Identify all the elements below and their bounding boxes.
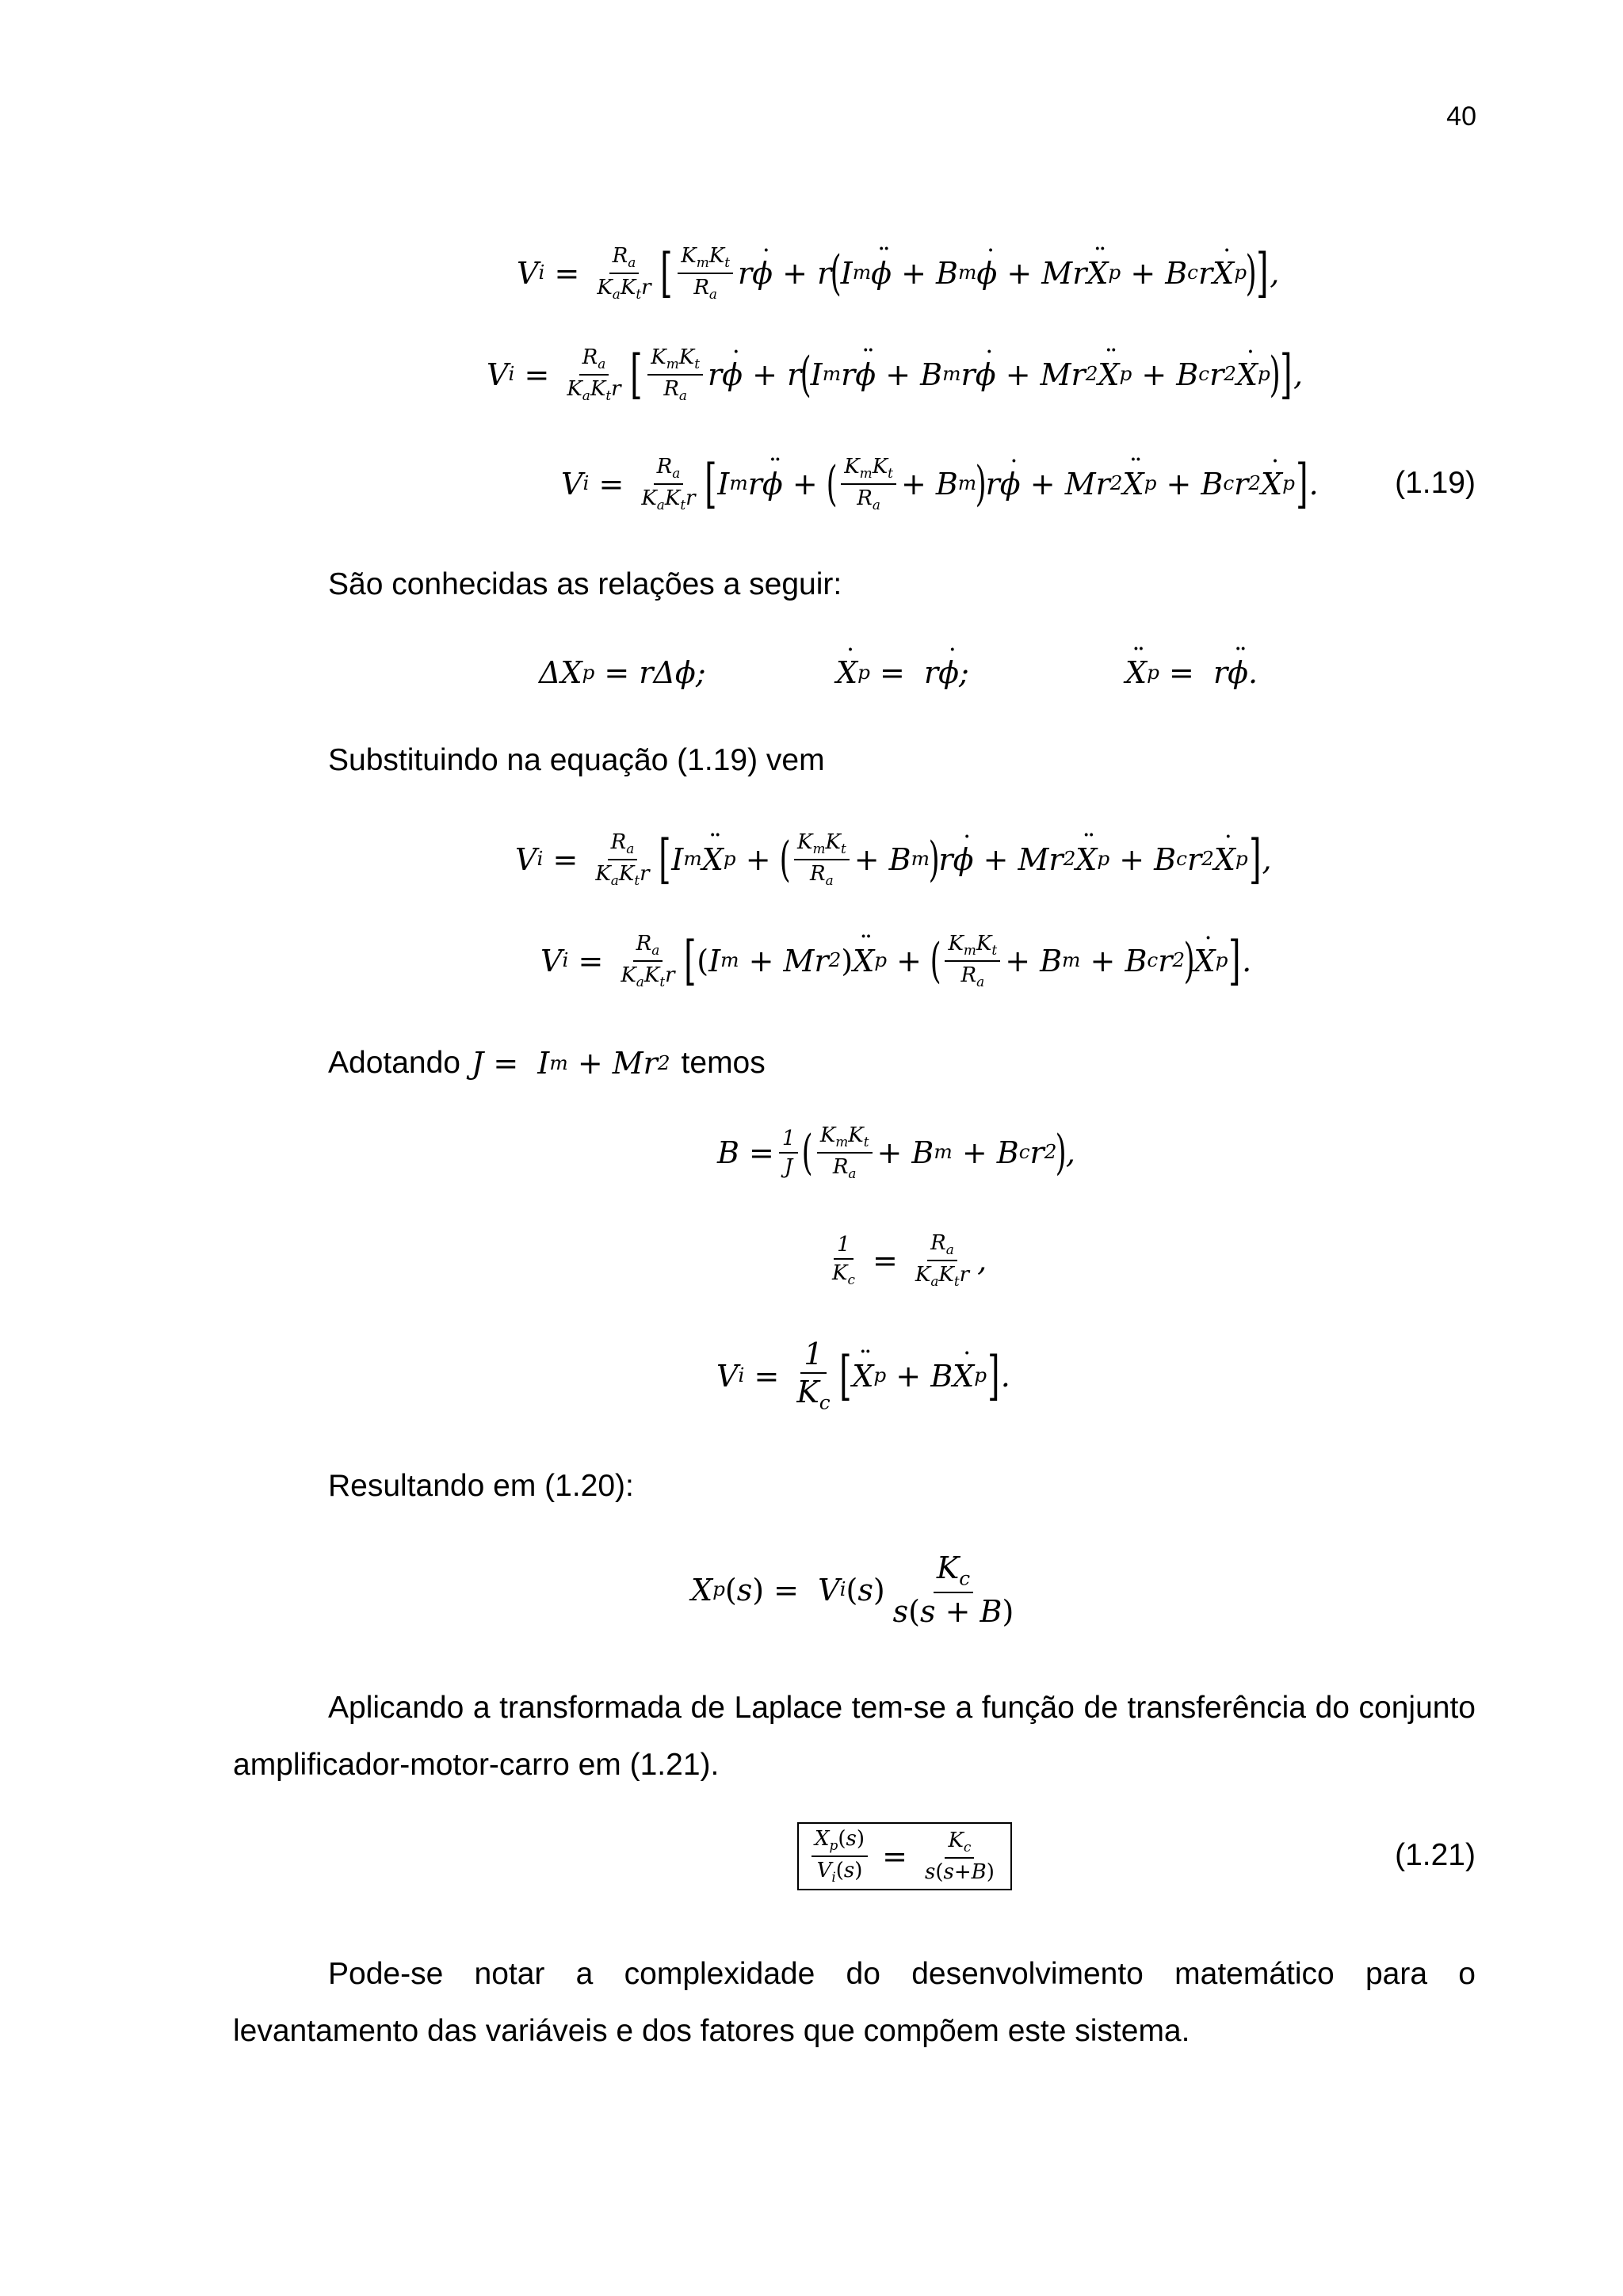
equation-1-over-kc: $\frac{1}{K_c}$ = $\frac{R_a}{K_aK_tr}$ , bbox=[832, 1231, 987, 1289]
equation-label-1-19: (1.19) bbox=[1395, 466, 1476, 500]
paragraph-laplace bbox=[233, 1680, 1476, 1794]
equation-vi-2: V i = $\frac{R_a}{K_aK_tr}$ [ $\frac{K_mK_t}{R_a}$ r ϕ ˙ + r ( I m r ϕ ¨ + B m r ϕ ˙ + Mr 2 X ¨ p + B c r 2 X ˙ p ) ] , bbox=[487, 347, 1303, 402]
paragraph-adopting bbox=[328, 1043, 766, 1084]
adopting-text-before: Adotando bbox=[328, 1046, 460, 1080]
equation-vi-kc: V i = $\frac{1}{K_c}$ [ X ¨ p + B X ˙ p ] . bbox=[716, 1339, 1010, 1413]
relation-xp-dot: X ˙ p = r ϕ ˙ ; bbox=[836, 658, 969, 688]
paragraph-resulting: Resultando em (1.20): bbox=[328, 1469, 634, 1503]
complexity-text: Pode-se notar a complexidade do desenvolvimento matemático para o levantamento das variáveis e dos fatores que compõem este sistema. bbox=[233, 1957, 1476, 2048]
equation-1-19: V i = $\frac{R_a}{K_aK_tr}$ [ I m r ϕ ¨ + ( $\frac{K_mK_t}{R_a}$ + B m ) r ϕ ˙ + Mr 2 X ¨ p + B c r 2 X ˙ p ] . bbox=[561, 456, 1319, 512]
adopting-formula: J = I m + Mr 2 bbox=[472, 1046, 670, 1081]
paragraph-substituting: Substituindo na equação (1.19) vem bbox=[328, 743, 825, 777]
adopting-text-after: temos bbox=[681, 1046, 766, 1080]
laplace-text: Aplicando a transformada de Laplace tem-se a função de transferência do conjunto amplificador-motor-carro em (1.21). bbox=[233, 1691, 1476, 1782]
equation-1-21-transfer-function: $\frac{X_p(s)}{V_i(s)}$ = $\frac{K_c}{s(s+B)}$ bbox=[797, 1822, 1012, 1890]
equation-xp-s: X p ( s ) = V i ( s ) $\frac{K_c}{s(s + B)}$ bbox=[691, 1550, 1014, 1630]
relation-xp-ddot: X ¨ p = r ϕ ¨ . bbox=[1125, 658, 1258, 688]
paragraph-complexity bbox=[233, 1946, 1476, 2060]
equation-vi-1: V i = $\frac{R_a}{K_aK_tr}$ [ $\frac{K_mK_t}{R_a}$ r ϕ ˙ + r ( I m ϕ ¨ + B m ϕ ˙ + Mr X ¨ p + B c r X ˙ p ) ] , bbox=[517, 246, 1279, 301]
page-number: 40 bbox=[1446, 101, 1476, 132]
equation-vi-3: V i = $\frac{R_a}{K_aK_tr}$ [ I m X ¨ p + ( $\frac{K_mK_t}{R_a}$ + B m ) r ϕ ˙ + Mr 2 X ¨ p + B c r 2 X ˙ p ] , bbox=[515, 832, 1272, 887]
equation-b: B = $\frac{1}{J}$ ( $\frac{K_mK_t}{R_a}$ + B m + B c r 2 ) , bbox=[717, 1123, 1075, 1181]
equation-vi-4: V i = $\frac{R_a}{K_aK_tr}$ [ ( I m + Mr 2 ) X ¨ p + ( $\frac{K_mK_t}{R_a}$ + B m + B c r 2 ) X ˙ p ] . bbox=[540, 933, 1251, 989]
relation-delta-xp: ΔX p = rΔϕ; bbox=[539, 655, 706, 690]
equation-label-1-21: (1.21) bbox=[1395, 1838, 1476, 1872]
paragraph-relations: São conhecidas as relações a seguir: bbox=[328, 567, 842, 601]
